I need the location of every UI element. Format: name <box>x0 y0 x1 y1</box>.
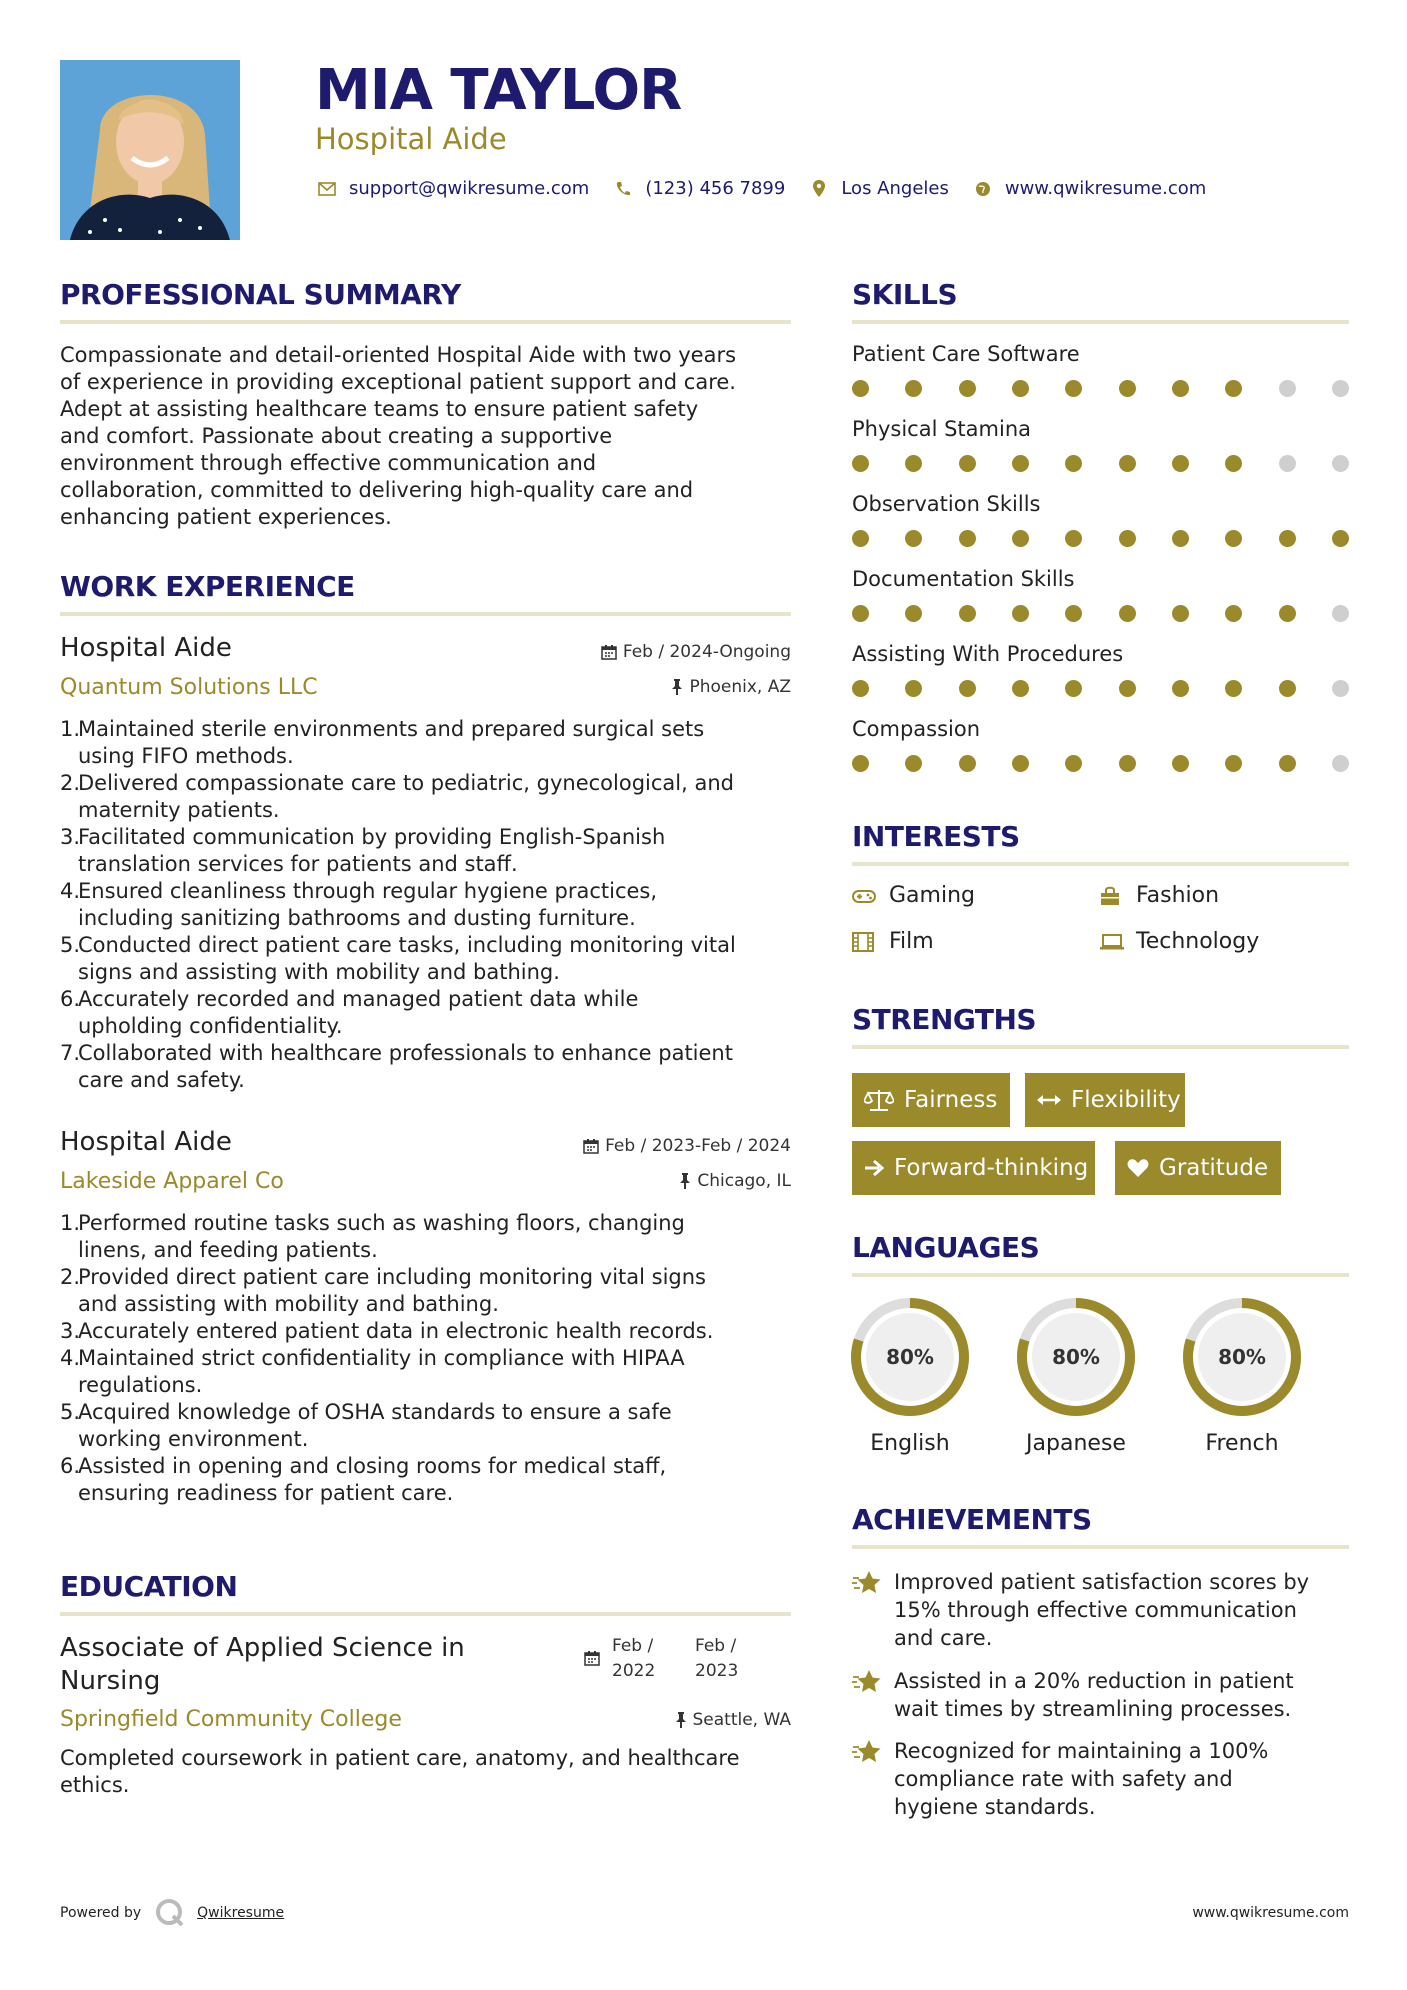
powered-by-text: Powered by <box>60 1905 142 1921</box>
rating-dot-filled <box>1225 605 1242 622</box>
job-company: Quantum Solutions LLC <box>60 675 318 700</box>
rating-dot-filled <box>1279 605 1296 622</box>
interest-label: Gaming <box>889 883 975 908</box>
rating-dot-empty <box>1279 455 1296 472</box>
rating-dot-filled <box>1172 380 1189 397</box>
skill-rating <box>852 755 1349 772</box>
list-item: 5. Conducted direct patient care tasks, including monitoring vital signs and assisting with mobility and bathing. <box>60 933 736 984</box>
rating-dot-filled <box>959 605 976 622</box>
globe-icon <box>971 181 995 197</box>
calendar-icon <box>601 644 617 660</box>
candidate-name: MIA TAYLOR <box>315 58 682 123</box>
edu-location <box>675 1710 792 1730</box>
rating-dot-filled <box>852 680 869 697</box>
degree-line: Associate of Applied Science in <box>60 1633 465 1663</box>
job-date <box>601 642 791 662</box>
pushpin-icon <box>671 679 683 695</box>
language-percent: 80% <box>1052 1345 1100 1369</box>
rating-dot-filled <box>959 455 976 472</box>
language-ring <box>1014 1295 1138 1419</box>
language-percent: 80% <box>886 1345 934 1369</box>
skill-rating <box>852 680 1349 697</box>
rating-dot-filled <box>1065 680 1082 697</box>
interest-technology <box>1099 929 1259 954</box>
achievement-item: Improved patient satisfaction scores by 15% through effective communication and care. <box>852 1568 1352 1652</box>
rating-dot-empty <box>1279 380 1296 397</box>
rating-dot-filled <box>1225 380 1242 397</box>
skill-rating <box>852 530 1349 547</box>
summary-text <box>60 342 800 531</box>
summary-line: and comfort. Passionate about creating a supportive <box>60 424 613 448</box>
interest-fashion <box>1099 883 1219 908</box>
edu-end-date: Feb / 2023 <box>695 1636 739 1681</box>
summary-line: Adept at assisting healthcare teams to ensure patient safety <box>60 397 699 421</box>
strengths-divider <box>852 1045 1349 1049</box>
language-name: French <box>1205 1431 1279 1456</box>
skill-name: Documentation Skills <box>852 567 1075 591</box>
rating-dot-filled <box>1119 380 1136 397</box>
rating-dot-filled <box>1332 530 1349 547</box>
rating-dot-filled <box>1279 530 1296 547</box>
rating-dot-filled <box>1225 755 1242 772</box>
language-ring <box>848 1295 972 1419</box>
rating-dot-filled <box>1065 455 1082 472</box>
language-name: English <box>870 1431 950 1456</box>
strength-label: Fairness <box>904 1087 998 1113</box>
summary-line: enhancing patient experiences. <box>60 505 392 529</box>
rating-dot-filled <box>1012 680 1029 697</box>
degree-title <box>60 1632 465 1698</box>
school-name: Springfield Community College <box>60 1707 402 1732</box>
achievements-heading: ACHIEVEMENTS <box>852 1503 1092 1536</box>
strength-forward-thinking <box>852 1141 1095 1195</box>
list-item: 1. Maintained sterile environments and prepared surgical sets using FIFO methods. <box>60 717 705 768</box>
list-item: 3. Accurately entered patient data in electronic health records. <box>60 1319 714 1343</box>
job-location <box>671 677 791 697</box>
email-text: support@qwikresume.com <box>349 178 590 199</box>
interests-divider <box>852 862 1349 866</box>
edu-start-date: Feb / 2022 <box>612 1636 656 1681</box>
interest-label: Film <box>889 929 934 954</box>
rating-dot-filled <box>852 605 869 622</box>
job-title: Hospital Aide <box>60 1127 232 1157</box>
rating-dot-filled <box>905 755 922 772</box>
list-item: 6. Assisted in opening and closing rooms for medical staff, ensuring readiness for patient care. <box>60 1454 667 1505</box>
job-title: Hospital Aide <box>60 633 232 663</box>
bag-icon <box>1099 886 1127 906</box>
rating-dot-empty <box>1332 380 1349 397</box>
strength-gratitude <box>1115 1141 1281 1195</box>
rating-dot-filled <box>959 530 976 547</box>
list-item: 2. Delivered compassionate care to pediatric, gynecological, and maternity patients. <box>60 771 734 822</box>
strength-label: Gratitude <box>1159 1155 1269 1181</box>
job-date-text: Feb / 2023-Feb / 2024 <box>605 1136 791 1156</box>
job-location <box>679 1171 791 1191</box>
education-divider <box>60 1612 791 1616</box>
rating-dot-filled <box>959 755 976 772</box>
job-location-text: Phoenix, AZ <box>689 677 791 697</box>
gamepad-icon <box>852 888 880 904</box>
laptop-icon <box>1099 933 1127 951</box>
list-item: 7. Collaborated with healthcare professionals to enhance patient care and safety. <box>60 1041 733 1092</box>
skills-heading: SKILLS <box>852 278 958 311</box>
degree-line: Nursing <box>60 1666 161 1696</box>
rating-dot-filled <box>852 755 869 772</box>
pushpin-icon <box>679 1173 691 1189</box>
job-date-text: Feb / 2024-Ongoing <box>622 642 791 662</box>
experience-divider <box>60 612 791 616</box>
rating-dot-filled <box>1012 755 1029 772</box>
rating-dot-filled <box>852 530 869 547</box>
rating-dot-filled <box>905 680 922 697</box>
achievements-divider <box>852 1545 1349 1549</box>
list-item: 2. Provided direct patient care including monitoring vital signs and assisting with mobility and bathing. <box>60 1265 706 1316</box>
rating-dot-filled <box>1225 455 1242 472</box>
location-text: Los Angeles <box>841 178 949 199</box>
rating-dot-filled <box>905 380 922 397</box>
star-icon <box>852 1568 894 1652</box>
skill-name: Compassion <box>852 717 981 741</box>
rating-dot-filled <box>1119 680 1136 697</box>
balance-scale-icon <box>864 1088 894 1112</box>
brand-link[interactable]: Qwikresume <box>197 1905 285 1921</box>
languages-heading: LANGUAGES <box>852 1231 1040 1264</box>
rating-dot-filled <box>905 530 922 547</box>
summary-line: of experience in providing exceptional patient support and care. <box>60 370 736 394</box>
interests-heading: INTERESTS <box>852 820 1020 853</box>
rating-dot-filled <box>1012 455 1029 472</box>
rating-dot-filled <box>1279 755 1296 772</box>
rating-dot-filled <box>1172 605 1189 622</box>
film-icon <box>852 932 880 952</box>
job-duties <box>60 1210 800 1507</box>
experience-heading: WORK EXPERIENCE <box>60 570 355 603</box>
list-item: 4. Ensured cleanliness through regular hygiene practices, including sanitizing bathrooms and dusting furniture. <box>60 879 658 930</box>
rating-dot-filled <box>852 380 869 397</box>
pushpin-icon <box>675 1712 687 1728</box>
candidate-title: Hospital Aide <box>315 122 507 156</box>
list-item: 5. Acquired knowledge of OSHA standards to ensure a safe working environment. <box>60 1400 672 1451</box>
summary-heading: PROFESSIONAL SUMMARY <box>60 278 461 311</box>
rating-dot-filled <box>1172 530 1189 547</box>
languages-divider <box>852 1273 1349 1277</box>
skill-rating <box>852 455 1349 472</box>
arrows-horizontal-icon <box>1037 1093 1061 1107</box>
rating-dot-filled <box>905 605 922 622</box>
skill-name: Assisting With Procedures <box>852 642 1124 666</box>
rating-dot-empty <box>1332 680 1349 697</box>
rating-dot-filled <box>1225 530 1242 547</box>
summary-line: Compassionate and detail-oriented Hospital Aide with two years <box>60 343 737 367</box>
website-text: www.qwikresume.com <box>1004 178 1207 199</box>
rating-dot-filled <box>1065 605 1082 622</box>
interest-gaming <box>852 883 975 908</box>
list-item: 3. Facilitated communication by providing English-Spanish translation services for patients and staff. <box>60 825 666 876</box>
heart-icon <box>1127 1158 1149 1178</box>
strength-label: Forward-thinking <box>894 1155 1089 1181</box>
contact-location <box>807 178 949 199</box>
interest-label: Technology <box>1136 929 1260 954</box>
edu-location-text: Seattle, WA <box>692 1710 791 1730</box>
star-icon <box>852 1737 894 1821</box>
footer-site-link[interactable]: www.qwikresume.com <box>1192 1905 1349 1921</box>
summary-divider <box>60 320 791 324</box>
rating-dot-filled <box>1119 530 1136 547</box>
interest-film <box>852 929 934 954</box>
language-percent: 80% <box>1218 1345 1266 1369</box>
rating-dot-filled <box>1012 605 1029 622</box>
list-item: 4. Maintained strict confidentiality in compliance with HIPAA regulations. <box>60 1346 685 1397</box>
calendar-icon <box>583 1138 599 1154</box>
rating-dot-empty <box>1332 455 1349 472</box>
achievement-item: Recognized for maintaining a 100% compliance rate with safety and hygiene standards. <box>852 1737 1352 1821</box>
rating-dot-filled <box>1172 755 1189 772</box>
rating-dot-filled <box>1065 755 1082 772</box>
rating-dot-filled <box>1065 530 1082 547</box>
rating-dot-filled <box>1172 455 1189 472</box>
rating-dot-empty <box>1332 605 1349 622</box>
arrow-right-icon <box>864 1159 884 1177</box>
skill-rating <box>852 380 1349 397</box>
skills-divider <box>852 320 1349 324</box>
summary-line: collaboration, committed to delivering high-quality care and <box>60 478 694 502</box>
rating-dot-empty <box>1332 755 1349 772</box>
language-ring <box>1180 1295 1304 1419</box>
skill-rating <box>852 605 1349 622</box>
phone-text: (123) 456 7899 <box>645 178 786 199</box>
strength-flexibility <box>1025 1073 1185 1127</box>
skill-name: Patient Care Software <box>852 342 1080 366</box>
rating-dot-filled <box>905 455 922 472</box>
footer-powered-by <box>60 1898 284 1928</box>
strength-label: Flexibility <box>1071 1087 1181 1113</box>
rating-dot-filled <box>1119 755 1136 772</box>
rating-dot-filled <box>852 455 869 472</box>
contact-website[interactable] <box>971 178 1206 199</box>
rating-dot-filled <box>1012 380 1029 397</box>
rating-dot-filled <box>1119 455 1136 472</box>
rating-dot-filled <box>1119 605 1136 622</box>
strength-fairness <box>852 1073 1010 1127</box>
language-name: Japanese <box>1026 1431 1126 1456</box>
interest-label: Fashion <box>1136 883 1220 908</box>
rating-dot-filled <box>1065 380 1082 397</box>
rating-dot-filled <box>1012 530 1029 547</box>
qwikresume-logo-icon <box>155 1898 185 1928</box>
profile-photo <box>60 60 240 240</box>
list-item: 6. Accurately recorded and managed patient data while upholding confidentiality. <box>60 987 639 1038</box>
summary-line: environment through effective communication and <box>60 451 597 475</box>
skill-name: Observation Skills <box>852 492 1041 516</box>
job-duties <box>60 716 800 1094</box>
contact-email[interactable] <box>315 178 589 199</box>
rating-dot-filled <box>959 380 976 397</box>
contact-phone[interactable] <box>611 178 785 199</box>
job-date <box>583 1136 791 1156</box>
skill-name: Physical Stamina <box>852 417 1032 441</box>
education-heading: EDUCATION <box>60 1570 238 1603</box>
job-location-text: Chicago, IL <box>697 1171 791 1191</box>
strengths-heading: STRENGTHS <box>852 1003 1037 1036</box>
star-icon <box>852 1667 894 1723</box>
rating-dot-filled <box>959 680 976 697</box>
education-description: Completed coursework in patient care, anatomy, and healthcare ethics. <box>60 1746 740 1797</box>
map-pin-icon <box>807 180 831 197</box>
phone-icon <box>611 181 635 197</box>
rating-dot-filled <box>1279 680 1296 697</box>
job-company: Lakeside Apparel Co <box>60 1169 284 1194</box>
list-item: 1. Performed routine tasks such as washing floors, changing linens, and feeding patients. <box>60 1211 685 1262</box>
achievement-item: Assisted in a 20% reduction in patient wait times by streamlining processes. <box>852 1667 1352 1723</box>
contact-bar <box>315 178 1228 199</box>
envelope-icon <box>315 182 339 196</box>
calendar-icon <box>584 1650 600 1670</box>
rating-dot-filled <box>1225 680 1242 697</box>
rating-dot-filled <box>1172 680 1189 697</box>
